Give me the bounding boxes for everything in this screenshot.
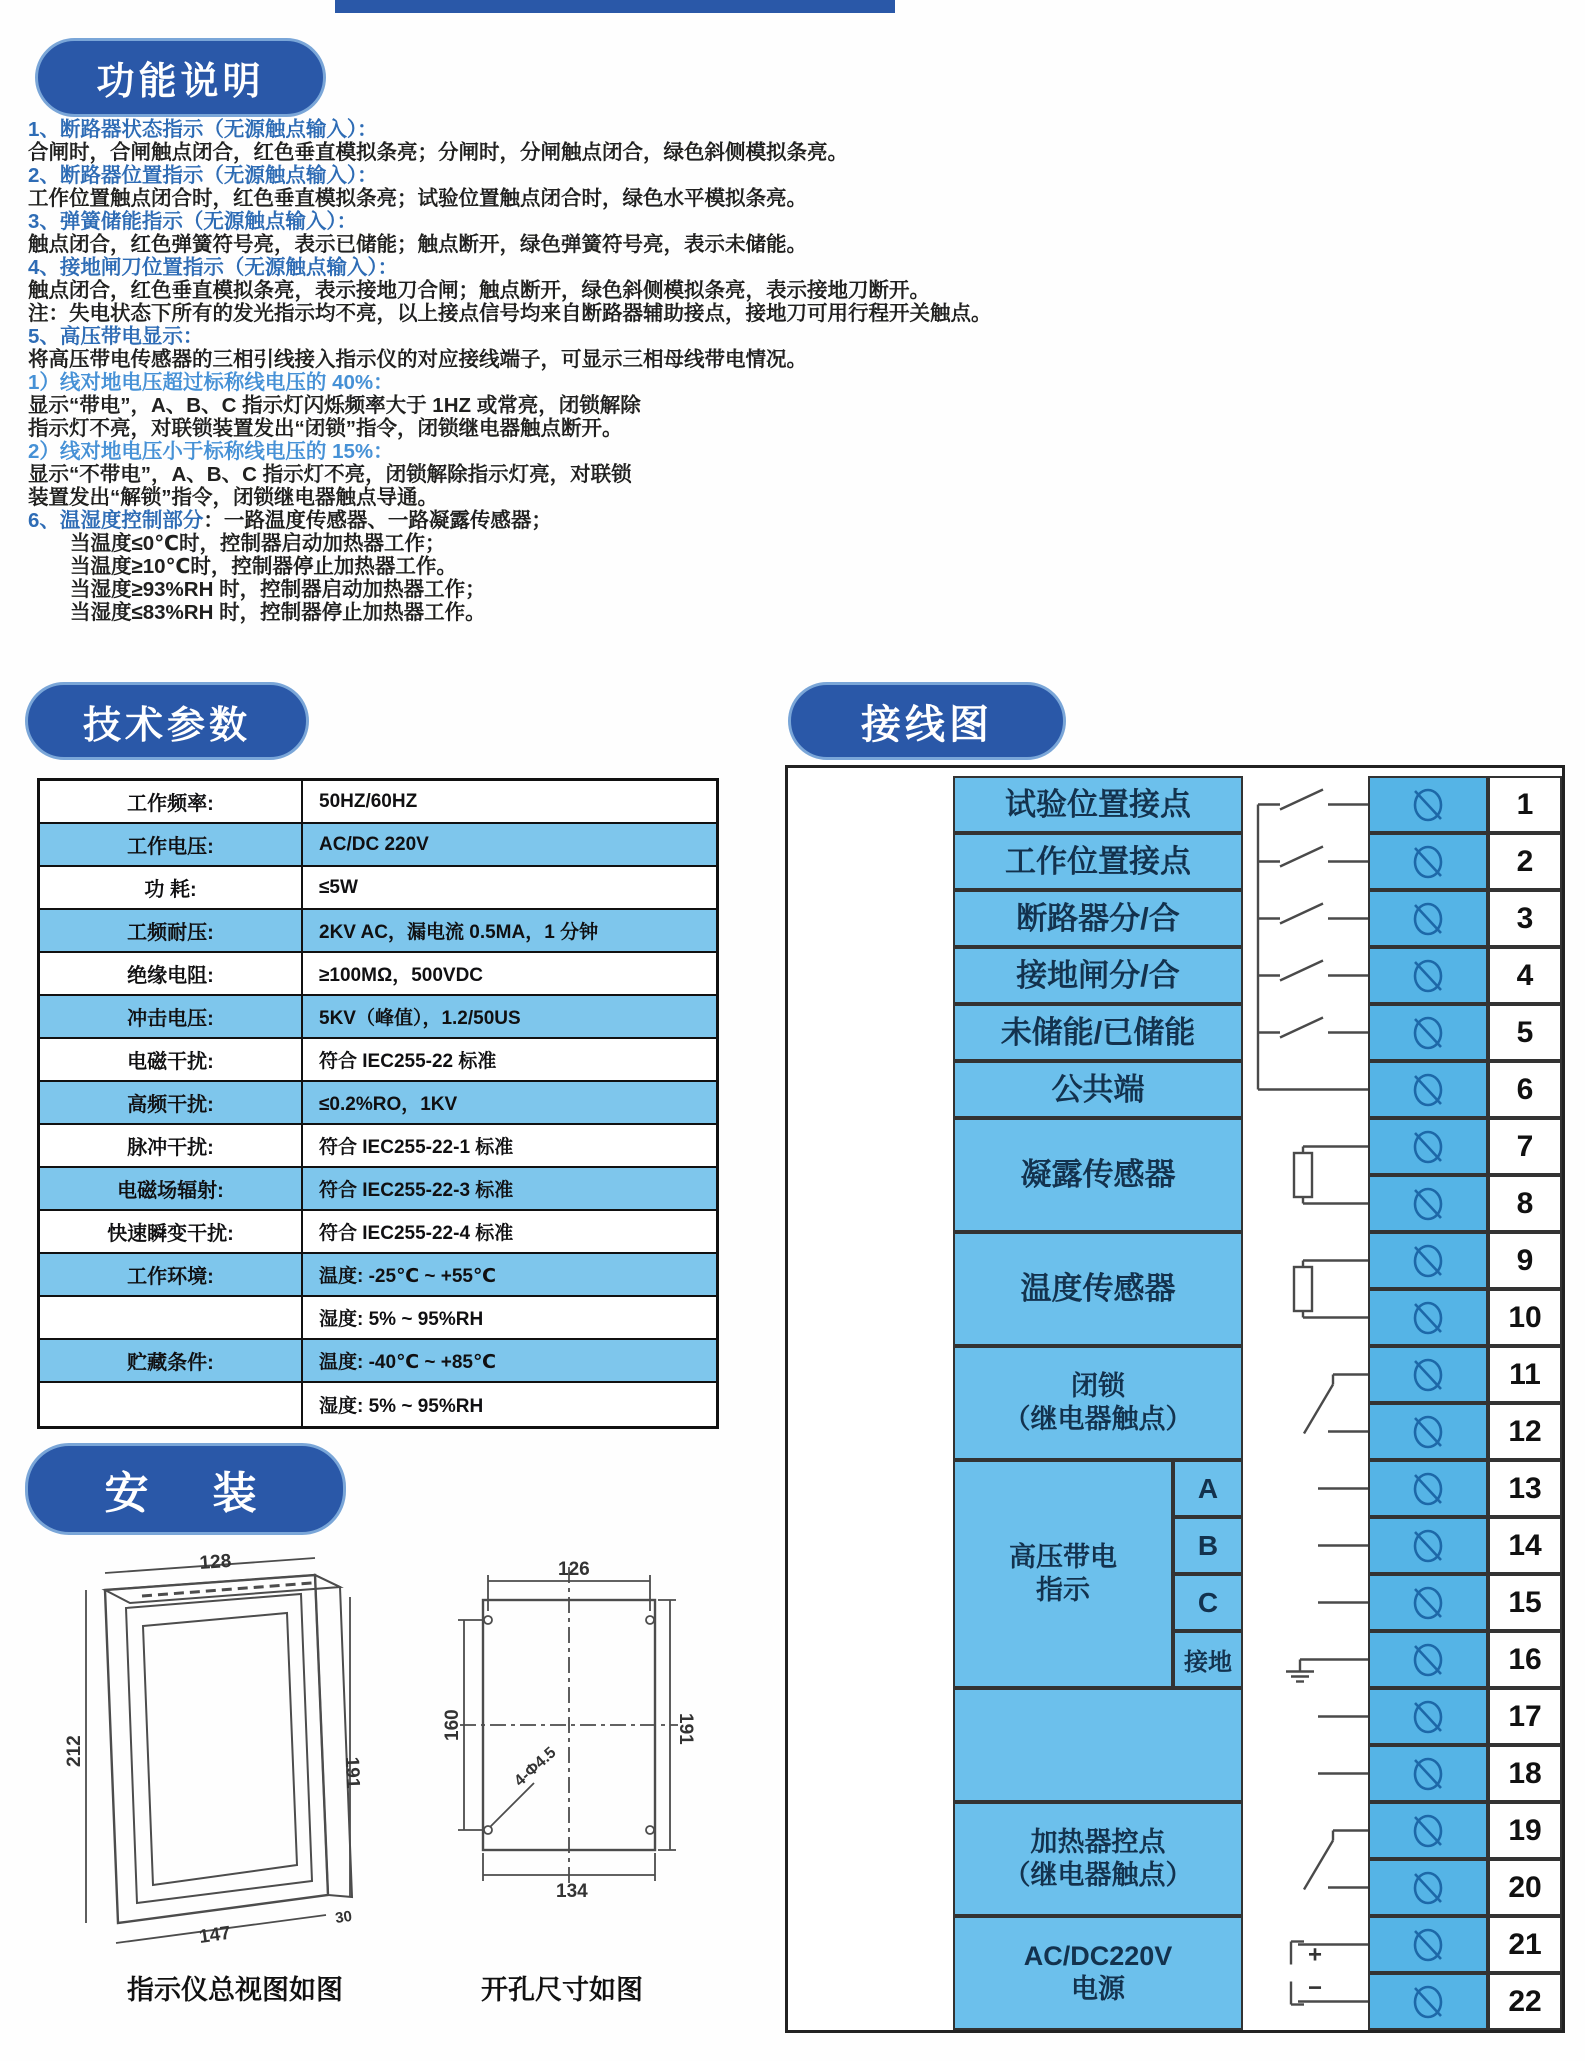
terminal-screw-icon bbox=[1409, 898, 1447, 940]
spec-value: 50HZ/60HZ bbox=[319, 790, 418, 812]
terminal-cell bbox=[1368, 1175, 1488, 1232]
terminal-number: 8 bbox=[1488, 1175, 1562, 1232]
wiring-label-text: 公共端 bbox=[1051, 1071, 1145, 1107]
cutout-dimensions-drawing bbox=[438, 1545, 698, 1960]
indicator-front-view-drawing bbox=[50, 1545, 430, 1960]
feature-line: 工作位置触点闭合时，红色垂直模拟条亮；试验位置触点闭合时，绿色水平模拟条亮。 bbox=[28, 187, 807, 210]
terminal-number: 1 bbox=[1488, 776, 1562, 833]
spec-label: 功 耗: bbox=[40, 867, 303, 908]
terminal-number: 5 bbox=[1488, 1004, 1562, 1061]
cutout-holes-note: 4-Φ4.5 bbox=[511, 1744, 560, 1790]
spec-label: 电磁干扰: bbox=[40, 1039, 303, 1080]
spec-label bbox=[40, 1383, 303, 1426]
spec-value: ≤5W bbox=[319, 876, 358, 898]
spec-value: 湿度: 5% ~ 95%RH bbox=[319, 1309, 484, 1330]
table-row bbox=[40, 996, 716, 1039]
terminal-number: 7 bbox=[1488, 1118, 1562, 1175]
specs-title-text: 技术参数 bbox=[82, 704, 251, 747]
wiring-label-text: 高压带电 bbox=[1009, 1542, 1117, 1572]
spec-value: 符合 IEC255-22-3 标准 bbox=[319, 1180, 514, 1201]
table-row bbox=[40, 1168, 716, 1211]
wiring-label bbox=[953, 1460, 1173, 1688]
wiring-label-text: （继电器触点） bbox=[1003, 1404, 1193, 1434]
table-row bbox=[40, 1297, 716, 1340]
terminal-cell bbox=[1368, 1061, 1488, 1118]
terminal-cell bbox=[1368, 1346, 1488, 1403]
spec-label: 工频耐压: bbox=[40, 910, 303, 951]
section-title-install bbox=[25, 1443, 346, 1535]
table-row bbox=[40, 781, 716, 824]
wiring-label bbox=[953, 890, 1243, 947]
terminal-cell bbox=[1368, 1802, 1488, 1859]
terminal-screw-icon bbox=[1409, 1639, 1447, 1681]
terminal-cell bbox=[1368, 1631, 1488, 1688]
spec-label: 工作频率: bbox=[40, 781, 303, 822]
wiring-label-text: 温度传感器 bbox=[1020, 1271, 1176, 1306]
terminal-screw-icon bbox=[1409, 841, 1447, 883]
wiring-label-text: 试验位置接点 bbox=[1005, 786, 1191, 822]
terminal-screw-icon bbox=[1409, 1582, 1447, 1624]
spec-value: 湿度: 5% ~ 95%RH bbox=[319, 1396, 484, 1417]
terminal-cell bbox=[1368, 1004, 1488, 1061]
spec-value: 符合 IEC255-22-4 标准 bbox=[319, 1223, 514, 1244]
features-title-text: 功能说明 bbox=[96, 61, 265, 103]
cutout-dim-right: 191 bbox=[675, 1713, 696, 1745]
wiring-label bbox=[953, 1118, 1243, 1232]
feature-line: 触点闭合，红色弹簧符号亮，表示已储能；触点断开，绿色弹簧符号亮，表示未储能。 bbox=[28, 233, 807, 256]
feature-line bbox=[28, 509, 1468, 532]
wiring-label-text: 未储能/已储能 bbox=[1000, 1014, 1196, 1050]
terminal-number: 17 bbox=[1488, 1688, 1562, 1745]
section-title-specs bbox=[25, 682, 309, 760]
feature-line-heading: 6、温湿度控制部分 bbox=[28, 509, 204, 532]
terminal-number: 14 bbox=[1488, 1517, 1562, 1574]
spec-label: 贮藏条件: bbox=[40, 1340, 303, 1381]
terminal-number: 19 bbox=[1488, 1802, 1562, 1859]
wiring-label-text: 断路器分/合 bbox=[1016, 900, 1180, 936]
spec-label: 工作电压: bbox=[40, 824, 303, 865]
front-dim-depth: 30 bbox=[334, 1907, 354, 1927]
terminal-cell bbox=[1368, 1289, 1488, 1346]
spec-value: 5KV（峰值），1.2/50US bbox=[319, 1008, 521, 1029]
terminal-cell bbox=[1368, 1232, 1488, 1289]
terminal-screw-icon bbox=[1409, 784, 1447, 826]
terminal-screw-icon bbox=[1409, 1468, 1447, 1510]
wiring-label bbox=[953, 1688, 1243, 1802]
front-dim-left: 212 bbox=[64, 1735, 85, 1767]
feature-line: 2、断路器位置指示（无源触点输入）： bbox=[28, 164, 378, 187]
table-row bbox=[40, 1383, 716, 1426]
feature-line: 当温度≥10℃时，控制器停止加热器工作。 bbox=[70, 555, 457, 578]
spec-value: ≤0.2%RO，1KV bbox=[319, 1094, 458, 1115]
terminal-number: 4 bbox=[1488, 947, 1562, 1004]
terminal-cell bbox=[1368, 1460, 1488, 1517]
front-dim-top: 128 bbox=[198, 1550, 232, 1574]
wiring-label bbox=[953, 1004, 1243, 1061]
feature-line: 2）线对地电压小于标称线电压的 15%： bbox=[28, 440, 394, 463]
table-row bbox=[40, 824, 716, 867]
wiring-label bbox=[953, 776, 1243, 833]
terminal-screw-icon bbox=[1409, 1183, 1447, 1225]
terminal-cell bbox=[1368, 1916, 1488, 1973]
terminal-number: 22 bbox=[1488, 1973, 1562, 2030]
terminal-screw-icon bbox=[1409, 1696, 1447, 1738]
terminal-cell bbox=[1368, 1973, 1488, 2030]
feature-line: 显示“不带电”，A、B、C 指示灯不亮，闭锁解除指示灯亮，对联锁 bbox=[28, 463, 632, 486]
terminal-cell bbox=[1368, 776, 1488, 833]
terminal-number: 15 bbox=[1488, 1574, 1562, 1631]
wiring-label-text: 凝露传感器 bbox=[1020, 1157, 1176, 1192]
terminal-screw-icon bbox=[1409, 1753, 1447, 1795]
terminal-cell bbox=[1368, 1745, 1488, 1802]
wiring-sublabel: B bbox=[1173, 1517, 1243, 1574]
terminal-number: 18 bbox=[1488, 1745, 1562, 1802]
wiring-label bbox=[953, 1232, 1243, 1346]
svg-text:+: + bbox=[1308, 1941, 1323, 1969]
feature-line: 当温度≤0℃时，控制器启动加热器工作； bbox=[70, 532, 446, 555]
terminal-screw-icon bbox=[1409, 1126, 1447, 1168]
spec-label: 快速瞬变干扰: bbox=[40, 1211, 303, 1252]
terminal-number: 2 bbox=[1488, 833, 1562, 890]
section-title-wiring bbox=[788, 682, 1066, 760]
spec-label bbox=[40, 1297, 303, 1338]
terminal-screw-icon bbox=[1409, 1924, 1447, 1966]
terminal-screw-icon bbox=[1409, 1411, 1447, 1453]
terminal-cell bbox=[1368, 1118, 1488, 1175]
spec-label: 脉冲干扰: bbox=[40, 1125, 303, 1166]
terminal-number: 20 bbox=[1488, 1859, 1562, 1916]
wiring-label-text: AC/DC220V bbox=[1023, 1941, 1173, 1971]
spec-label: 高频干扰: bbox=[40, 1082, 303, 1123]
wiring-label-text: 加热器控点 bbox=[1030, 1827, 1166, 1857]
terminal-number: 11 bbox=[1488, 1346, 1562, 1403]
table-row bbox=[40, 1254, 716, 1297]
terminal-screw-icon bbox=[1409, 955, 1447, 997]
table-row bbox=[40, 1125, 716, 1168]
feature-line: 4、接地闸刀位置指示（无源触点输入）： bbox=[28, 256, 399, 279]
section-title-features bbox=[35, 38, 326, 117]
feature-line: 指示灯不亮，对联锁装置发出“闭锁”指令，闭锁继电器触点断开。 bbox=[28, 417, 623, 440]
cutout-dim-top: 126 bbox=[558, 1559, 590, 1580]
front-dim-bottom: 147 bbox=[197, 1922, 233, 1948]
table-row bbox=[40, 867, 716, 910]
feature-line: 注：失电状态下所有的发光指示均不亮，以上接点信号均来自断路器辅助接点，接地刀可用行程开关触点。 bbox=[28, 302, 992, 325]
terminal-cell bbox=[1368, 833, 1488, 890]
terminal-screw-icon bbox=[1409, 1981, 1447, 2023]
wiring-label bbox=[953, 1061, 1243, 1118]
terminal-screw-icon bbox=[1409, 1525, 1447, 1567]
terminal-screw-icon bbox=[1409, 1069, 1447, 1111]
feature-list bbox=[28, 118, 1468, 624]
table-row bbox=[40, 910, 716, 953]
wiring-label bbox=[953, 1802, 1243, 1916]
spec-value: 符合 IEC255-22 标准 bbox=[319, 1051, 497, 1072]
wiring-label-text: 接地闸分/合 bbox=[1016, 957, 1180, 993]
spec-value: 温度: -25℃ ~ +55℃ bbox=[319, 1266, 496, 1287]
wiring-label bbox=[953, 833, 1243, 890]
feature-line: 5、高压带电显示： bbox=[28, 325, 204, 348]
terminal-cell bbox=[1368, 1688, 1488, 1745]
wiring-label-text: （继电器触点） bbox=[1003, 1860, 1193, 1890]
feature-line: 显示“带电”，A、B、C 指示灯闪烁频率大于 1HZ 或常亮，闭锁解除 bbox=[28, 394, 641, 417]
svg-text:−: − bbox=[1308, 1974, 1323, 2002]
terminal-cell bbox=[1368, 1574, 1488, 1631]
terminal-cell bbox=[1368, 947, 1488, 1004]
top-page-divider-bar bbox=[335, 0, 895, 13]
spec-value: ≥100MΩ，500VDC bbox=[319, 965, 484, 986]
front-view-caption: 指示仪总视图如图 bbox=[127, 1975, 343, 2005]
feature-line: 触点闭合，红色垂直模拟条亮，表示接地刀合闸；触点断开，绿色斜侧模拟条亮，表示接地刀断开。 bbox=[28, 279, 930, 302]
spec-label: 绝缘电阻: bbox=[40, 953, 303, 994]
install-title-text: 安 装 bbox=[104, 1469, 267, 1518]
terminal-number: 6 bbox=[1488, 1061, 1562, 1118]
terminal-screw-icon bbox=[1409, 1867, 1447, 1909]
feature-line: 合闸时，合闸触点闭合，红色垂直模拟条亮；分闸时，分闸触点闭合，绿色斜侧模拟条亮。 bbox=[28, 141, 848, 164]
terminal-cell bbox=[1368, 1859, 1488, 1916]
feature-line-text: ：一路温度传感器、一路凝露传感器； bbox=[203, 509, 552, 532]
terminal-cell bbox=[1368, 1517, 1488, 1574]
wiring-label-text: 闭锁 bbox=[1071, 1371, 1125, 1401]
feature-line: 当湿度≤83%RH 时，控制器停止加热器工作。 bbox=[70, 601, 486, 624]
wiring-title-text: 接线图 bbox=[861, 702, 993, 747]
spec-label: 冲击电压: bbox=[40, 996, 303, 1037]
table-row bbox=[40, 953, 716, 996]
wiring-label bbox=[953, 1346, 1243, 1460]
specs-table bbox=[37, 778, 719, 1429]
terminal-screw-icon bbox=[1409, 1297, 1447, 1339]
terminal-number: 12 bbox=[1488, 1403, 1562, 1460]
feature-line: 1）线对地电压超过标称线电压的 40%： bbox=[28, 371, 394, 394]
wiring-sublabel: C bbox=[1173, 1574, 1243, 1631]
feature-line: 当湿度≥93%RH 时，控制器启动加热器工作； bbox=[70, 578, 486, 601]
spec-label: 工作环境: bbox=[40, 1254, 303, 1295]
feature-line: 将高压带电传感器的三相引线接入指示仪的对应接线端子，可显示三相母线带电情况。 bbox=[28, 348, 807, 371]
wiring-label-text: 电源 bbox=[1071, 1974, 1125, 2004]
spec-value: 温度: -40℃ ~ +85℃ bbox=[319, 1352, 496, 1373]
wiring-diagram bbox=[785, 765, 1565, 2033]
wiring-sublabel: A bbox=[1173, 1460, 1243, 1517]
terminal-number: 16 bbox=[1488, 1631, 1562, 1688]
front-dim-right: 191 bbox=[341, 1756, 364, 1789]
cutout-dim-left: 160 bbox=[442, 1709, 463, 1741]
feature-line: 1、断路器状态指示（无源触点输入）： bbox=[28, 118, 378, 141]
spec-value: 符合 IEC255-22-1 标准 bbox=[319, 1137, 514, 1158]
wiring-label bbox=[953, 1916, 1243, 2030]
terminal-number: 9 bbox=[1488, 1232, 1562, 1289]
feature-line: 3、弹簧储能指示（无源触点输入）： bbox=[28, 210, 358, 233]
spec-value: AC/DC 220V bbox=[319, 833, 429, 855]
cutout-dim-bottom: 134 bbox=[556, 1881, 588, 1902]
terminal-screw-icon bbox=[1409, 1012, 1447, 1054]
table-row bbox=[40, 1211, 716, 1254]
spec-label: 电磁场辐射: bbox=[40, 1168, 303, 1209]
terminal-number: 3 bbox=[1488, 890, 1562, 947]
terminal-screw-icon bbox=[1409, 1240, 1447, 1282]
cutout-caption: 开孔尺寸如图 bbox=[481, 1975, 643, 2005]
terminal-number: 13 bbox=[1488, 1460, 1562, 1517]
wiring-sublabel: 接地 bbox=[1173, 1631, 1243, 1688]
table-row bbox=[40, 1340, 716, 1383]
terminal-screw-icon bbox=[1409, 1354, 1447, 1396]
wiring-label bbox=[953, 947, 1243, 1004]
table-row bbox=[40, 1082, 716, 1125]
terminal-cell bbox=[1368, 890, 1488, 947]
spec-value: 2KV AC，漏电流 0.5MA，1 分钟 bbox=[319, 922, 599, 943]
wiring-label-text: 工作位置接点 bbox=[1005, 843, 1191, 879]
terminal-cell bbox=[1368, 1403, 1488, 1460]
terminal-number: 10 bbox=[1488, 1289, 1562, 1346]
terminal-screw-icon bbox=[1409, 1810, 1447, 1852]
terminal-number: 21 bbox=[1488, 1916, 1562, 1973]
wiring-label-text: 指示 bbox=[1036, 1575, 1090, 1605]
feature-line: 装置发出“解锁”指令，闭锁继电器触点导通。 bbox=[28, 486, 438, 509]
table-row bbox=[40, 1039, 716, 1082]
